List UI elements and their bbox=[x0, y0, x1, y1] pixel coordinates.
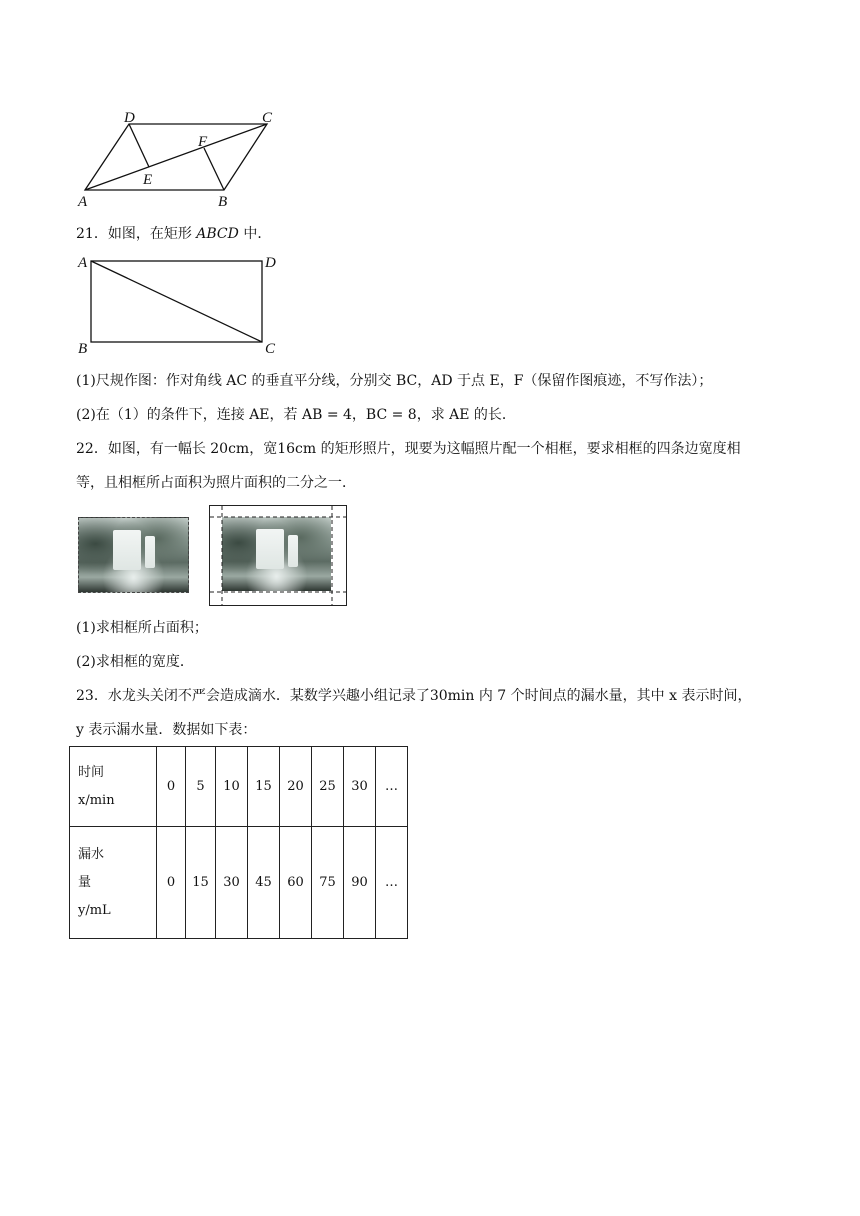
table-cell: 15 bbox=[186, 827, 216, 939]
question-23-line2: y 表示漏水量．数据如下表： bbox=[76, 722, 257, 738]
table-cell: 75 bbox=[312, 827, 344, 939]
question-22-line2: 等，且相框所占面积为照片面积的二分之一． bbox=[76, 475, 356, 491]
segment-de bbox=[129, 124, 149, 167]
table-row bbox=[70, 747, 408, 827]
question-22-part2: (2)求相框的宽度． bbox=[76, 654, 194, 670]
waterfall-photo bbox=[78, 517, 189, 593]
table-cell: 20 bbox=[280, 747, 312, 827]
table-cell: 0 bbox=[157, 827, 186, 939]
label-e: E bbox=[143, 172, 153, 188]
segment-bf bbox=[204, 148, 224, 190]
label-c: C bbox=[262, 110, 273, 126]
rectangle-figure bbox=[76, 252, 286, 358]
label-b: B bbox=[78, 341, 88, 357]
question-21-part1: (1)尺规作图：作对角线 AC 的垂直平分线，分别交 BC，AD 于点 E，F（保留作图痕迹，不写作法）； bbox=[76, 373, 713, 389]
table-cell: 0 bbox=[157, 747, 186, 827]
frame-dashed-lines bbox=[210, 506, 346, 605]
label-b: B bbox=[218, 194, 228, 210]
label-f: F bbox=[198, 134, 208, 150]
framed-photo bbox=[209, 505, 347, 606]
table-cell: 30 bbox=[216, 827, 248, 939]
diagonal-ac bbox=[91, 261, 262, 342]
question-23-line1: 23．水龙头关闭不严会造成滴水．某数学兴趣小组记录了30min 内 7 个时间点的漏水量，其中 x 表示时间， bbox=[76, 688, 752, 704]
parallelogram-figure bbox=[76, 106, 286, 210]
label-d: D bbox=[124, 110, 135, 126]
table-cell: 60 bbox=[280, 827, 312, 939]
table-cell: 90 bbox=[344, 827, 376, 939]
table-cell: … bbox=[376, 827, 408, 939]
label-c: C bbox=[265, 341, 276, 357]
question-22-part1: (1)求相框所占面积； bbox=[76, 620, 208, 636]
table-cell: 25 bbox=[312, 747, 344, 827]
table-cell: 30 bbox=[344, 747, 376, 827]
question-21-part2: (2)在（1）的条件下，连接 AE，若 AB = 4，BC = 8，求 AE 的长． bbox=[76, 407, 516, 423]
label-d: D bbox=[265, 255, 276, 271]
table-cell: 15 bbox=[248, 747, 280, 827]
table-cell: 10 bbox=[216, 747, 248, 827]
label-a: A bbox=[78, 255, 88, 271]
question-21-stem: 21．如图，在矩形 ABCD 中． bbox=[76, 226, 272, 242]
table-row bbox=[70, 827, 408, 939]
header-cell-time: 时间 x/min bbox=[70, 747, 157, 827]
table-cell: 5 bbox=[186, 747, 216, 827]
label-a: A bbox=[78, 194, 88, 210]
header-cell-leakage: 漏水 量 y/mL bbox=[70, 827, 157, 939]
leak-data-table bbox=[69, 746, 408, 939]
question-22-line1: 22．如图，有一幅长 20cm，宽16cm 的矩形照片，现要为这幅照片配一个相框，要求相框的四条边宽度相 bbox=[76, 441, 741, 457]
diagonal-ac bbox=[85, 124, 267, 190]
table-cell: … bbox=[376, 747, 408, 827]
table-cell: 45 bbox=[248, 827, 280, 939]
